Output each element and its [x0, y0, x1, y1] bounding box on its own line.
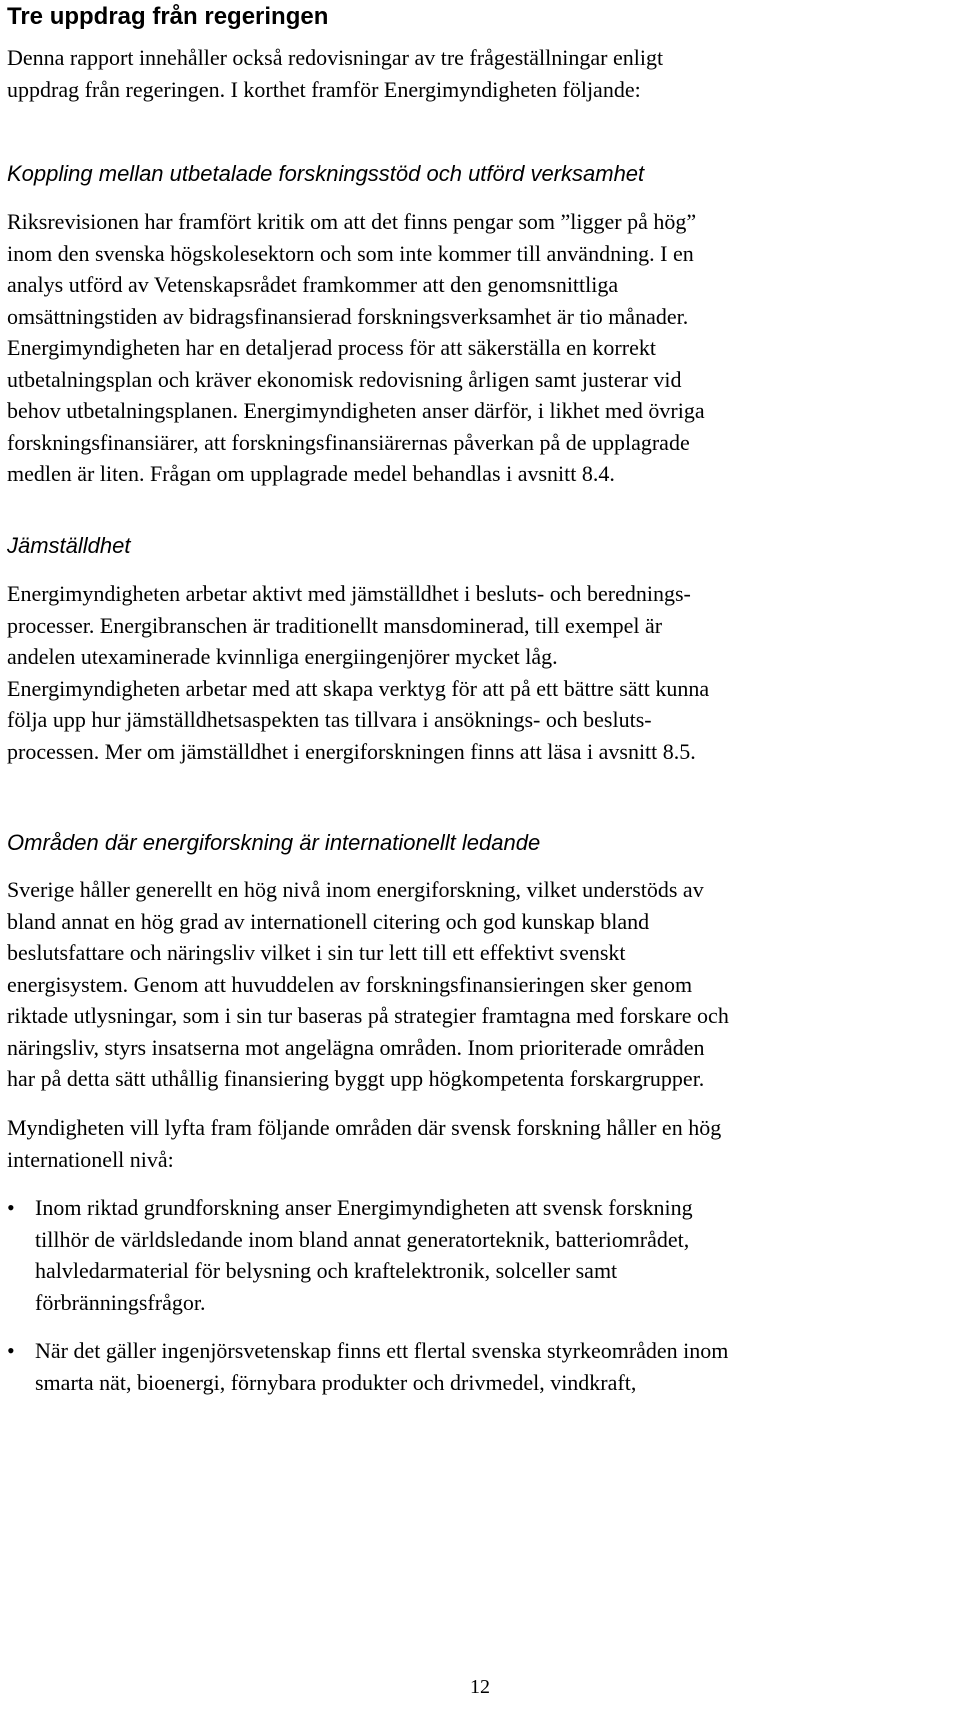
page-number: 12 [470, 1676, 490, 1698]
jamstalldhet-paragraph [7, 578, 709, 767]
text-line: näringsliv, styrs insatserna mot angelägna områden. Inom prioriterade områden [7, 1034, 705, 1060]
omraden-heading: Områden där energiforskning är internationellt ledande [7, 830, 541, 855]
text-line: Energimyndigheten har en detaljerad process för att säkerställa en korrekt [7, 335, 656, 360]
text-line: Riksrevisionen har framfört kritik om att det finns pengar som ”ligger på hög” [7, 209, 697, 234]
text-line: beslutsfattare och näringsliv vilket i sin tur lett till ett effektivt svenskt [7, 940, 626, 965]
text-line: forskningsfinansiärer, att forskningsfinansiärernas påverkan på de upplagrade [7, 429, 690, 455]
text-line: följa upp hur jämställdhetsaspekten tas tillvara i ansöknings- och besluts- [7, 707, 652, 732]
koppling-heading: Koppling mellan utbetalade forskningsstöd och utförd verksamhet [7, 161, 645, 186]
text-line: analys utförd av Vetenskapsrådet framkommer att den genomsnittliga [7, 272, 619, 297]
text-line: Denna rapport innehåller också redovisningar av tre frågeställningar enligt [7, 45, 664, 70]
text-line: inom den svenska högskolesektorn och som inte kommer till användning. I en [7, 240, 694, 266]
text-line: förbränningsfrågor. [35, 1289, 206, 1315]
text-line: Inom riktad grundforskning anser Energimyndigheten att svensk forskning [35, 1195, 693, 1220]
text-line: utbetalningsplan och kräver ekonomisk redovisning årligen samt justerar vid [7, 366, 682, 392]
text-line: bland annat en hög grad av internationell citering och god kunskap bland [7, 908, 650, 934]
text-line: behov utbetalningsplanen. Energimyndigheten anser därför, i likhet med övriga [7, 398, 705, 423]
text-line: riktade utlysningar, som i sin tur baseras på strategier framtagna med forskare och [7, 1003, 729, 1028]
koppling-paragraph [7, 206, 705, 490]
bullet-text [35, 1335, 728, 1398]
text-line: Sverige håller generellt en hög nivå inom energiforskning, vilket understöds av [7, 877, 704, 902]
omraden-paragraph-1 [7, 874, 729, 1095]
bullet-icon: • [7, 1195, 15, 1220]
text-line: Energimyndigheten arbetar med att skapa verktyg för att på ett bättre sätt kunna [7, 675, 710, 701]
text-line: Energimyndigheten arbetar aktivt med jämställdhet i besluts- och berednings- [7, 581, 691, 606]
text-line: tillhör de världsledande inom bland annat generatorteknik, batteriområdet, [35, 1226, 690, 1252]
text-line: energisystem. Genom att huvuddelen av forskningsfinansieringen sker genom [7, 971, 693, 997]
text-line: omsättningstiden av bidragsfinansierad forskningsverksamhet är tio månader. [7, 303, 689, 329]
text-line: halvledarmaterial för belysning och kraftelektronik, solceller samt [35, 1258, 618, 1283]
bullet-icon: • [7, 1338, 15, 1363]
text-line: andelen utexaminerade kvinnliga energiingenjörer mycket låg. [7, 644, 558, 669]
jamstalldhet-heading: Jämställdhet [7, 533, 131, 558]
intro-paragraph [7, 42, 663, 105]
text-line: har på detta sätt uthållig finansiering byggt upp högkompetenta forskargrupper. [7, 1066, 705, 1091]
omraden-paragraph-2 [7, 1112, 721, 1175]
text-line: uppdrag från regeringen. I korthet framför Energimyndigheten följande: [7, 76, 641, 102]
text-line: processer. Energibranschen är traditionellt mansdominerad, till exempel är [7, 612, 663, 638]
text-line: internationell nivå: [7, 1146, 174, 1172]
text-line: Myndigheten vill lyfta fram följande områden där svensk forskning håller en hög [7, 1115, 722, 1140]
text-line: processen. Mer om jämställdhet i energiforskningen finns att läsa i avsnitt 8.5. [7, 738, 696, 764]
text-line: När det gäller ingenjörsvetenskap finns ett flertal svenska styrkeområden inom [35, 1338, 729, 1363]
text-line: medlen är liten. Frågan om upplagrade medel behandlas i avsnitt 8.4. [7, 461, 615, 486]
section-title: Tre uppdrag från regeringen [7, 3, 329, 30]
bullet-text [35, 1192, 693, 1318]
text-line: smarta nät, bioenergi, förnybara produkter och drivmedel, vindkraft, [35, 1369, 637, 1395]
